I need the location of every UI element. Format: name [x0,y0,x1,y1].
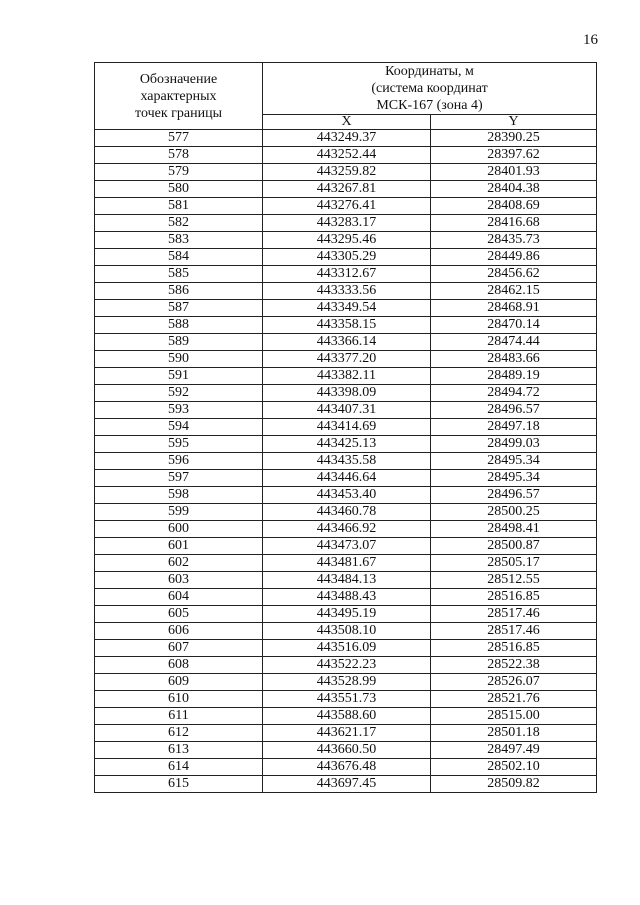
x-coordinate-cell: 443551.73 [263,691,431,708]
x-coordinate-cell: 443676.48 [263,759,431,776]
x-coordinate-cell: 443473.07 [263,538,431,555]
y-coordinate-cell: 28496.57 [431,487,597,504]
x-coordinate-cell: 443407.31 [263,402,431,419]
point-id-cell: 583 [95,232,263,249]
x-coordinate-cell: 443358.15 [263,317,431,334]
x-coordinate-cell: 443481.67 [263,555,431,572]
point-id-cell: 607 [95,640,263,657]
header-coord-line: (система координат [371,81,488,96]
y-coordinate-cell: 28516.85 [431,640,597,657]
page-number: 16 [583,32,598,48]
table-row [95,266,597,283]
table-row [95,317,597,334]
x-coordinate-cell: 443697.45 [263,776,431,793]
point-id-cell: 615 [95,776,263,793]
table-row [95,181,597,198]
x-coordinate-cell: 443414.69 [263,419,431,436]
y-coordinate-cell: 28497.18 [431,419,597,436]
x-coordinate-cell: 443366.14 [263,334,431,351]
x-coordinate-cell: 443398.09 [263,385,431,402]
point-id-cell: 599 [95,504,263,521]
table-row [95,215,597,232]
x-coordinate-cell: 443283.17 [263,215,431,232]
y-coordinate-cell: 28500.87 [431,538,597,555]
x-coordinate-cell: 443252.44 [263,147,431,164]
table-row [95,453,597,470]
point-id-cell: 582 [95,215,263,232]
x-coordinate-cell: 443528.99 [263,674,431,691]
x-coordinate-cell: 443267.81 [263,181,431,198]
y-coordinate-cell: 28501.18 [431,725,597,742]
table-row [95,334,597,351]
point-id-cell: 595 [95,436,263,453]
y-coordinate-cell: 28509.82 [431,776,597,793]
y-coordinate-cell: 28526.07 [431,674,597,691]
y-coordinate-cell: 28497.49 [431,742,597,759]
table-row [95,164,597,181]
table-row [95,351,597,368]
table-row [95,130,597,147]
point-id-cell: 602 [95,555,263,572]
point-id-cell: 588 [95,317,263,334]
header-coord-line: МСК-167 (зона 4) [376,98,483,113]
point-id-cell: 585 [95,266,263,283]
y-coordinate-cell: 28416.68 [431,215,597,232]
point-id-cell: 597 [95,470,263,487]
x-coordinate-cell: 443588.60 [263,708,431,725]
point-id-cell: 584 [95,249,263,266]
y-coordinate-cell: 28502.10 [431,759,597,776]
point-id-cell: 609 [95,674,263,691]
table-row [95,521,597,538]
x-coordinate-cell: 443305.29 [263,249,431,266]
point-id-cell: 605 [95,606,263,623]
y-coordinate-cell: 28512.55 [431,572,597,589]
point-id-cell: 610 [95,691,263,708]
table-row [95,657,597,674]
x-coordinate-cell: 443446.64 [263,470,431,487]
point-id-cell: 611 [95,708,263,725]
point-id-cell: 581 [95,198,263,215]
table-row [95,419,597,436]
x-coordinate-cell: 443516.09 [263,640,431,657]
x-coordinate-cell: 443349.54 [263,300,431,317]
header-coordinates [263,63,597,115]
table-row [95,232,597,249]
table-row [95,759,597,776]
x-coordinate-cell: 443259.82 [263,164,431,181]
header-axis-x: X [263,115,431,130]
y-coordinate-cell: 28408.69 [431,198,597,215]
y-coordinate-cell: 28468.91 [431,300,597,317]
y-coordinate-cell: 28498.41 [431,521,597,538]
x-coordinate-cell: 443249.37 [263,130,431,147]
table-row [95,674,597,691]
x-coordinate-cell: 443488.43 [263,589,431,606]
point-id-cell: 592 [95,385,263,402]
point-id-cell: 580 [95,181,263,198]
table-row [95,589,597,606]
x-coordinate-cell: 443295.46 [263,232,431,249]
table-row [95,147,597,164]
point-id-cell: 606 [95,623,263,640]
point-id-cell: 604 [95,589,263,606]
table-row [95,555,597,572]
table-body [95,130,597,793]
table-row [95,606,597,623]
table-row [95,538,597,555]
header-point-line: Обозначение [139,71,218,87]
table-row [95,300,597,317]
point-id-cell: 578 [95,147,263,164]
y-coordinate-cell: 28496.57 [431,402,597,419]
table-row [95,402,597,419]
point-id-cell: 613 [95,742,263,759]
table-row [95,691,597,708]
table-row [95,623,597,640]
point-id-cell: 596 [95,453,263,470]
point-id-cell: 587 [95,300,263,317]
table-row [95,249,597,266]
x-coordinate-cell: 443621.17 [263,725,431,742]
table-row [95,283,597,300]
y-coordinate-cell: 28397.62 [431,147,597,164]
table-row [95,725,597,742]
y-coordinate-cell: 28515.00 [431,708,597,725]
point-id-cell: 589 [95,334,263,351]
x-coordinate-cell: 443453.40 [263,487,431,504]
x-coordinate-cell: 443495.19 [263,606,431,623]
point-id-cell: 608 [95,657,263,674]
y-coordinate-cell: 28483.66 [431,351,597,368]
point-id-cell: 586 [95,283,263,300]
y-coordinate-cell: 28456.62 [431,266,597,283]
y-coordinate-cell: 28499.03 [431,436,597,453]
x-coordinate-cell: 443382.11 [263,368,431,385]
x-coordinate-cell: 443460.78 [263,504,431,521]
point-id-cell: 577 [95,130,263,147]
y-coordinate-cell: 28404.38 [431,181,597,198]
y-coordinate-cell: 28516.85 [431,589,597,606]
x-coordinate-cell: 443333.56 [263,283,431,300]
point-id-cell: 590 [95,351,263,368]
x-coordinate-cell: 443377.20 [263,351,431,368]
coordinates-table [94,62,597,793]
x-coordinate-cell: 443522.23 [263,657,431,674]
y-coordinate-cell: 28500.25 [431,504,597,521]
point-id-cell: 598 [95,487,263,504]
y-coordinate-cell: 28489.19 [431,368,597,385]
table-row [95,368,597,385]
y-coordinate-cell: 28474.44 [431,334,597,351]
x-coordinate-cell: 443312.67 [263,266,431,283]
y-coordinate-cell: 28505.17 [431,555,597,572]
y-coordinate-cell: 28449.86 [431,249,597,266]
point-id-cell: 594 [95,419,263,436]
table-row [95,504,597,521]
y-coordinate-cell: 28462.15 [431,283,597,300]
table-row [95,776,597,793]
table-row [95,708,597,725]
y-coordinate-cell: 28494.72 [431,385,597,402]
y-coordinate-cell: 28435.73 [431,232,597,249]
point-id-cell: 600 [95,521,263,538]
point-id-cell: 603 [95,572,263,589]
x-coordinate-cell: 443466.92 [263,521,431,538]
x-coordinate-cell: 443435.58 [263,453,431,470]
point-id-cell: 601 [95,538,263,555]
y-coordinate-cell: 28522.38 [431,657,597,674]
x-coordinate-cell: 443508.10 [263,623,431,640]
header-axis-y: Y [431,115,597,130]
y-coordinate-cell: 28401.93 [431,164,597,181]
table-row [95,385,597,402]
point-id-cell: 579 [95,164,263,181]
y-coordinate-cell: 28521.76 [431,691,597,708]
y-coordinate-cell: 28470.14 [431,317,597,334]
y-coordinate-cell: 28495.34 [431,470,597,487]
y-coordinate-cell: 28390.25 [431,130,597,147]
table-row [95,572,597,589]
y-coordinate-cell: 28517.46 [431,623,597,640]
x-coordinate-cell: 443276.41 [263,198,431,215]
table-row [95,487,597,504]
header-point-label [95,63,263,130]
point-id-cell: 593 [95,402,263,419]
header-point-line: характерных [140,88,217,104]
y-coordinate-cell: 28495.34 [431,453,597,470]
point-id-cell: 591 [95,368,263,385]
table-row [95,742,597,759]
header-coord-line: Координаты, м [385,64,474,79]
table-row [95,436,597,453]
table-row [95,640,597,657]
x-coordinate-cell: 443660.50 [263,742,431,759]
x-coordinate-cell: 443425.13 [263,436,431,453]
table-row [95,198,597,215]
y-coordinate-cell: 28517.46 [431,606,597,623]
header-point-line: точек границы [135,105,222,121]
x-coordinate-cell: 443484.13 [263,572,431,589]
table-row [95,470,597,487]
point-id-cell: 614 [95,759,263,776]
point-id-cell: 612 [95,725,263,742]
